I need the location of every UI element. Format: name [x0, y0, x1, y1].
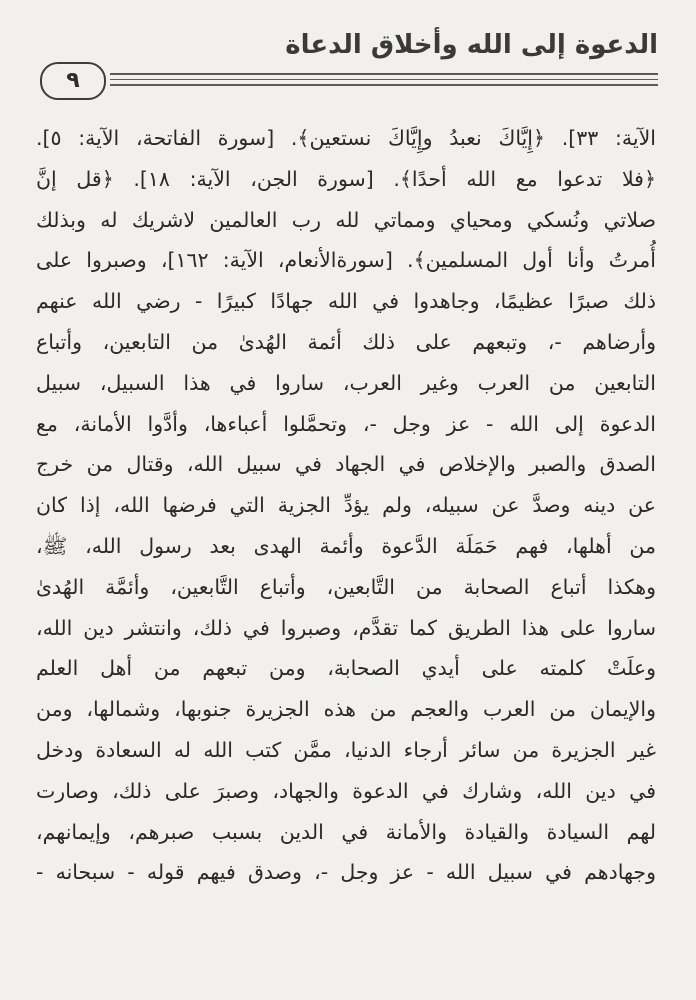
text-line: وهكذا أتباع الصحابة من التَّابعين، وأتباع التَّابعين، وأئمَّة الهُدىٰ [36, 574, 656, 599]
page-number: ٩ [40, 62, 106, 100]
text-line: والإيمان من العرب والعجم من هذه الجزيرة جنوبها، وشمالها، ومن [36, 697, 656, 722]
header-rule-line [110, 84, 658, 86]
text-line: لهم السيادة والقيادة والأمانة في الدين بسبب صبرهم، وإيمانهم، [36, 819, 656, 844]
text-line: الآية: ٣٣]. ﴿إِيَّاكَ نعبدُ وإِيَّاكَ نستعين﴾. [سورة الفاتحة، الآية: ٥]. [36, 126, 656, 150]
text-line: ﴿فلا تدعوا مع الله أحدًا﴾. [سورة الجن، الآية: ١٨]. ﴿قل إنَّ [36, 166, 656, 191]
running-header-title: الدعوة إلى الله وأخلاق الدعاة [285, 30, 658, 60]
header-rule-line [110, 79, 658, 80]
body-text [36, 118, 656, 893]
text-line: أُمرتُ وأنا أول المسلمين﴾. [سورةالأنعام، الآية: ١٦٢]، وصبروا على [36, 248, 656, 273]
text-line: الدعوة إلى الله - عز وجل -، وتحمَّلوا أعباءها، وأدَّوا الأمانة، مع [36, 411, 656, 436]
header-rule [40, 68, 658, 94]
text-line: غير الجزيرة من سائر أرجاء الدنيا، ممَّن كتب الله له السعادة ودخل [36, 737, 656, 762]
text-line: صلاتي ونُسكي ومحياي ومماتي لله رب العالمين لاشريك له وبذلك [36, 207, 656, 232]
text-line: وعلَتْ كلمته على أيدي الصحابة، ومن تبعهم من أهل العلم [36, 656, 656, 681]
text-line: الصدق والصبر والإخلاص في الجهاد في سبيل الله، وقتال من خرج [36, 452, 656, 477]
header-rule-line [110, 73, 658, 75]
text-line: ذلك صبرًا عظيمًا، وجاهدوا في الله جهادًا كبيرًا - رضي الله عنهم [36, 289, 656, 314]
text-line: من أهلها، فهم حَمَلَة الدَّعوة وأئمة الهدى بعد رسول الله، ﷺ، [36, 533, 656, 558]
text-line: عن دينه وصدَّ عن سبيله، ولم يؤدِّ الجزية التي فرضها الله، إذا كان [36, 493, 656, 518]
text-line: ساروا على هذا الطريق كما تقدَّم، وصبروا في ذلك، وانتشر دين الله، [36, 615, 656, 640]
text-line: التابعين من العرب وغير العرب، ساروا في هذا السبيل، سبيل [36, 370, 656, 395]
text-line: وجهادهم في سبيل الله - عز وجل -، وصدق فيهم قوله - سبحانه - [36, 860, 656, 885]
text-line: في دين الله، وشارك في الدعوة والجهاد، وصبرَ على ذلك، وصارت [36, 778, 656, 803]
text-line: وأرضاهم -، وتبعهم على ذلك أئمة الهُدىٰ من التابعين، وأتباع [36, 329, 656, 354]
